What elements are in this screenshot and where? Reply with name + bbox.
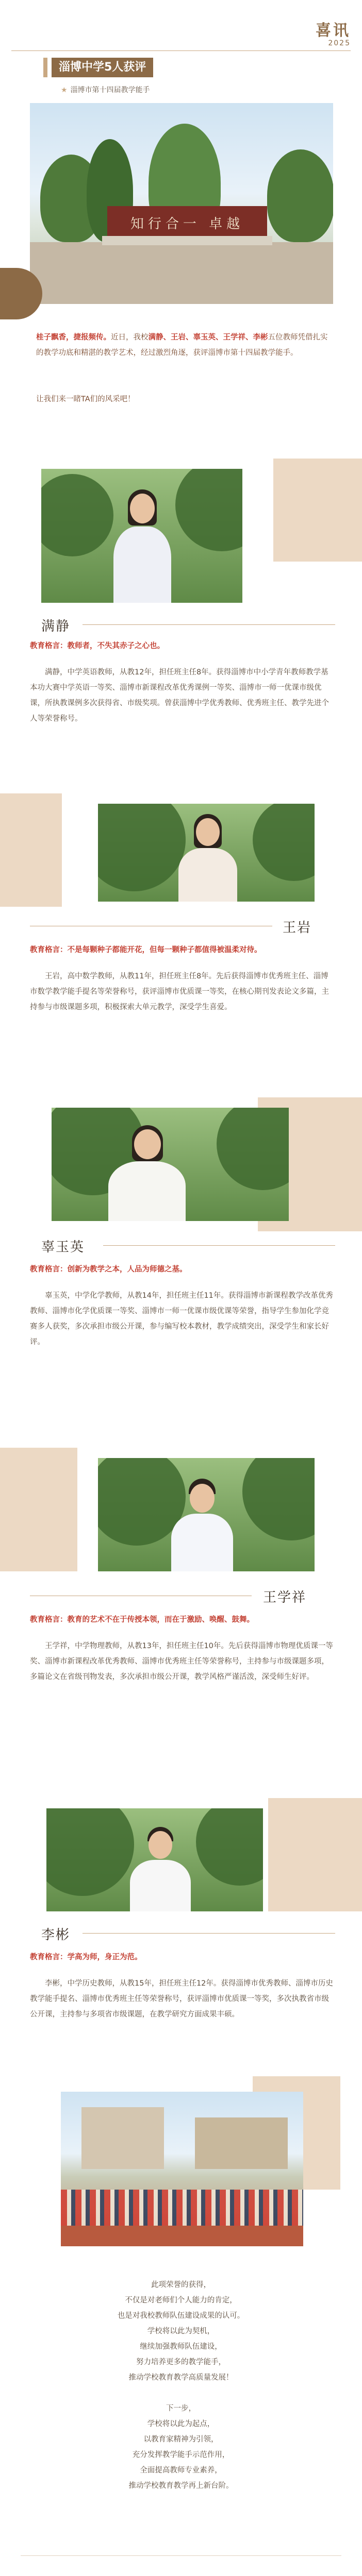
teacher-name: 王岩 [283,920,312,936]
teacher-bio: 王学祥，中学物理教师，从教13年，担任班主任10年。先后获得淄博市物理优质课一等奖、淄博市新课程改革优秀教师、淄博市优秀班主任等荣誉称号，主持参与市级课题多项，多篇论文在省级刊物发表，多次承担市级公开课，教学风格严谨活泼，深受师生好评。 [30,1642,333,1681]
news-tag-title: 喜讯 [316,22,351,40]
motto-label: 教育格言： [30,642,68,650]
name-divider [83,624,335,625]
crowd-shape [61,2190,303,2226]
motto-text: 教育的艺术不在于传授本领，而在于激励、唤醒、鼓舞。 [67,1616,254,1624]
track-shape [61,2226,303,2246]
decorative-block [268,1798,362,1911]
motto-text: 学高为师，身正为范。 [67,1953,142,1961]
face-shape [130,494,155,523]
tree-shape [253,804,315,881]
teacher-motto [30,1950,334,1964]
school-gate-photo [30,103,333,304]
subheadline [61,84,150,95]
motto-label: 教育格言： [30,1265,68,1274]
face-shape [134,1129,161,1159]
face-shape [196,818,220,846]
intro-text-1: 近日， [111,333,134,342]
top-band [0,0,362,15]
motto-text: 教师者，不失其赤子之心也。 [67,642,164,650]
teacher-motto [30,1613,334,1627]
closing-line: 也是对我校教师队伍建设成果的认可。 [117,2312,245,2320]
teacher-photo [46,1808,263,1911]
teacher-name: 满静 [41,619,71,634]
teacher-photo [98,804,315,902]
tree-shape [41,474,113,556]
motto-text: 不是每颗种子都能开花，但每一颗种子都值得被温柔对待。 [67,946,262,954]
body-shape [178,848,237,902]
building-shape [195,2117,288,2169]
body-shape [130,1860,191,1911]
closing-line: 继续加强教师队伍建设， [140,2343,222,2351]
tree-shape [242,1458,315,1540]
building-shape [81,2107,164,2169]
intro-text-2: 我校 [133,333,149,342]
closing-line: 全面提高教师专业素养， [140,2466,222,2475]
teacher-motto [30,1262,334,1277]
intro-ending: 让我们来一睹TA们的风采吧！ [36,395,135,403]
intro-names: 满静、王岩、辜玉英、王学祥、李彬 [148,333,268,342]
motto-text: 创新为教学之本，人品为师德之基。 [67,1265,187,1274]
tree-shape [196,1808,263,1886]
teacher-bio: 王岩，高中数学教师，从教11年，担任班主任8年。先后获得淄博市优秀班主任、淄博市数学教学能手提名等荣誉称号，获评淄博市优质课一等奖，在核心期刊发表论文多篇，主持参与市级课题多项，积极探索大单元教学，深受学生喜爱。 [30,972,329,1011]
subheadline-text: 淄博市第十四届教学能手 [70,86,150,94]
intro-text-3: 五位教师凭借扎实的教学功底和精湛的教学艺术，经过激烈角逐，获评淄博市第十四届教学能手。 [36,333,328,357]
closing-line: 推动学校教育教学高质量发展！ [128,2374,234,2382]
closing-line: 下一步， [166,2404,196,2413]
teacher-photo [98,1458,315,1571]
closing-line: 学校将以此为起点， [147,2420,215,2428]
closing-line: 学校将以此为契机， [147,2327,215,2335]
header-divider [11,50,351,51]
tree-shape [267,149,333,242]
name-divider [103,1245,335,1246]
decorative-block [0,793,62,907]
teacher-name: 辜玉英 [41,1240,85,1255]
wall-base [102,236,272,245]
teacher-bio: 满静，中学英语教师，从教12年，担任班主任8年。获得淄博市中小学青年教师教学基本功大赛中学英语一等奖、淄博市新课程改革优秀课例一等奖、淄博市一师一优课市级优课，所执教课例多次获得省、市级奖项。曾获淄博中学优秀教师、优秀班主任、教学先进个人等荣誉称号。 [30,668,329,723]
star-icon: ★ [61,86,68,94]
headline: 淄博中学5人获评 [52,58,153,77]
face-shape [149,1831,172,1859]
ground [30,242,333,304]
teacher-motto [30,639,334,653]
teacher-bio: 李彬，中学历史教师，从教15年，担任班主任12年。获得淄博市优秀教师、淄博市历史教学能手提名、淄博市优秀班主任等荣誉称号，获评淄博市优质课一等奖，多次执教省市级公开课，主持参与多项省市级课题，在教学研究方面成果丰硕。 [30,1979,333,2019]
closing-line: 此项荣誉的获得， [151,2281,211,2289]
headline-accent-bar [43,58,47,77]
closing-text [78,2277,284,2494]
end-divider [21,2555,341,2556]
closing-line: 推动学校教育教学再上新台阶。 [128,2482,234,2490]
intro-highlight: 桂子飘香，捷报频传。 [36,333,111,342]
closing-line [78,2385,284,2401]
decorative-block [273,459,362,562]
motto-label: 教育格言： [30,1616,68,1624]
intro-paragraph [36,330,330,361]
decorative-block [0,1448,77,1571]
inscription-text: 知行合一 卓越 [130,216,244,232]
name-divider [83,1933,335,1934]
motto-label: 教育格言： [30,1953,68,1961]
teacher-name: 李彬 [41,1927,71,1943]
motto-label: 教育格言： [30,946,68,954]
tree-shape [98,804,186,891]
teacher-motto [30,943,334,957]
news-tag-year: 2025 [328,39,351,47]
body-shape [113,527,171,603]
body-shape [171,1514,233,1571]
face-shape [190,1484,215,1513]
ceremony-photo [61,2092,303,2246]
closing-line: 不仅是对老师们个人能力的肯定， [125,2296,237,2304]
closing-line: 充分发挥教学能手示范作用， [132,2451,230,2459]
teacher-photo [41,469,242,603]
tree-shape [46,1808,134,1896]
closing-line: 以教育家精神为引领， [143,2435,219,2444]
inscription-wall [107,206,267,237]
body-shape [108,1161,186,1221]
tree-shape [217,1108,289,1190]
teacher-photo [52,1108,289,1221]
teacher-bio: 辜玉英，中学化学教师，从教14年，担任班主任11年。获得淄博市新课程教学改革优秀教师、淄博市化学优质课一等奖、淄博市一师一优课市级优课等荣誉，指导学生参加化学竞赛多人获奖，多次承担市级公开课，参与编写校本教材，教学成绩突出，深受学生和家长好评。 [30,1292,333,1346]
teacher-name: 王学祥 [263,1590,307,1605]
closing-line: 努力培养更多的教学能手， [136,2358,226,2366]
tree-shape [175,469,242,551]
